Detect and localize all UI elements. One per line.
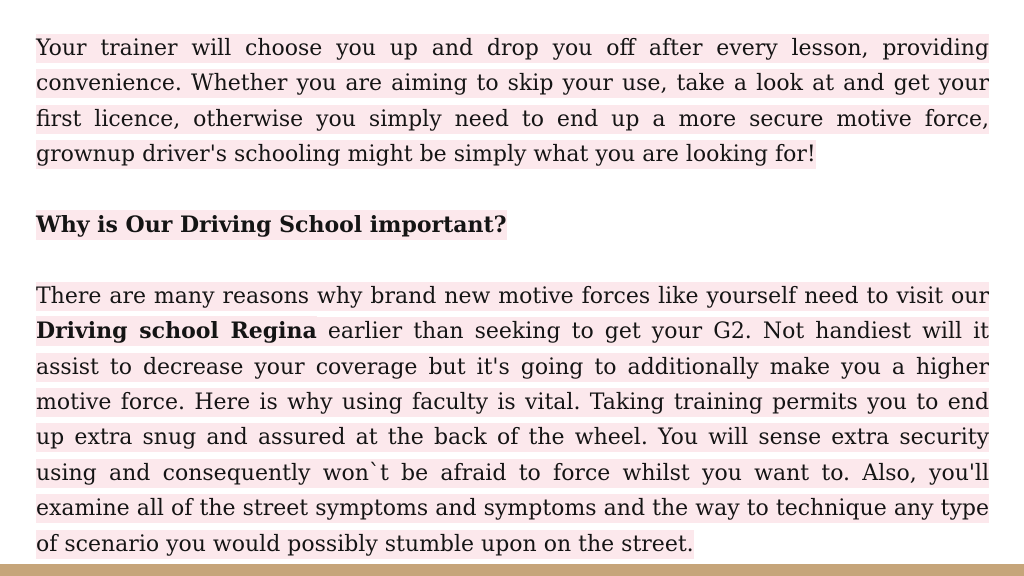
driving-school-name: Driving school Regina — [36, 318, 317, 345]
body-paragraph — [36, 279, 989, 562]
body-paragraph-rest: earlier than seeking to get your G2. Not handiest will it assist to decrease your coverage but it's going to additionally make you a higher motive force. Here is why using faculty is vital. Taking training permits you to end up extra snug and assured at the back of the wheel. You will sense extra security using and consequently won`t be afraid to force whilst you want to. Also, you'll examine all of the street symptoms and symptoms and the way to technique any type of scenario you would possibly stumble upon on the street. — [36, 319, 989, 557]
paragraph-spacer — [36, 243, 989, 278]
intro-paragraph — [36, 31, 989, 173]
paragraph-spacer — [36, 173, 989, 208]
bottom-accent-bar — [0, 564, 1024, 576]
body-paragraph-intro: There are many reasons why brand new motive forces like yourself need to visit our — [36, 283, 989, 309]
section-heading — [36, 208, 989, 243]
intro-paragraph-text: Your trainer will choose you up and drop you off after every lesson, providing convenience. Whether you are aiming to skip your use, take a look at and get your first licence, otherwise you simply need to end up a more secure motive force, grownup driver's schooling might be simply what you are looking for! — [36, 36, 989, 168]
document-body — [36, 31, 989, 562]
section-heading-text: Why is Our Driving School important? — [36, 212, 507, 239]
